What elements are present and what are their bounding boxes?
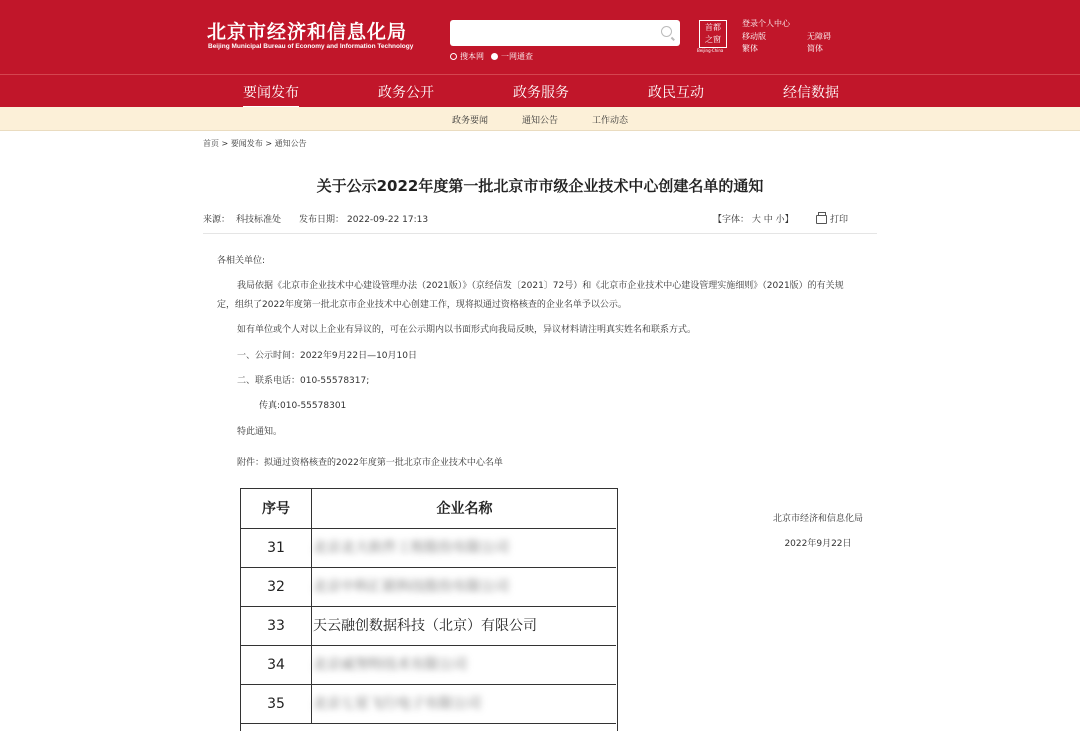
table-row xyxy=(241,568,616,607)
site-logo-title[interactable]: 北京市经济和信息化局 xyxy=(207,21,408,43)
nav-item-news[interactable]: 要闻发布 xyxy=(243,82,299,108)
page-title: 关于公示2022年度第一批北京市市级企业技术中心创建名单的通知 xyxy=(316,177,764,195)
signature-date: 2022年9月22日 xyxy=(784,539,852,549)
radio-unselected-icon[interactable] xyxy=(450,53,457,60)
nav-item-gov-services[interactable]: 政务服务 xyxy=(513,85,569,101)
nav-item-interaction[interactable]: 政民互动 xyxy=(648,85,704,101)
nav-item-data[interactable]: 经信数据 xyxy=(783,85,839,101)
simplified-chinese-link[interactable]: 简体 xyxy=(807,44,823,53)
row-serial: 31 xyxy=(241,529,312,567)
scope-option-all[interactable]: 一网通查 xyxy=(491,51,533,62)
table-row xyxy=(241,607,616,646)
paragraph-basis-line1: 我局依据《北京市企业技术中心建设管理办法（2021版）》（京经信发〔2021〕72号）和《北京市企业技术中心建设管理实施细则》（2021版）的有关规 xyxy=(237,281,844,291)
table-row xyxy=(241,685,616,724)
publicity-period: 一、公示时间：2022年9月22日—10月10日 xyxy=(237,351,417,361)
breadcrumb[interactable]: 首页 > 要闻发布 > 通知公告 xyxy=(203,139,307,148)
row-company-name: 天云融创数据科技（北京）有限公司 xyxy=(313,618,537,634)
search-icon[interactable] xyxy=(661,26,672,37)
table-row xyxy=(241,646,616,685)
row-serial: 34 xyxy=(241,646,312,684)
login-link[interactable]: 登录个人中心 xyxy=(742,19,790,28)
paragraph-objection: 如有单位或个人对以上企业有异议的，可在公示期内以书面形式向我局反映，异议材料请注明真实姓名和联系方式。 xyxy=(237,325,697,335)
contact-fax: 传真:010-55578301 xyxy=(259,401,347,411)
capital-window-logo[interactable]: 首都之窗 xyxy=(699,20,727,48)
printer-icon xyxy=(816,215,827,224)
header-serial: 序号 xyxy=(241,489,312,528)
nav-item-gov-affairs[interactable]: 政务公开 xyxy=(378,85,434,101)
accessibility-link[interactable]: 无障碍 xyxy=(807,32,831,41)
article-date: 发布日期： 2022-09-22 17:13 xyxy=(299,215,429,225)
article-source: 来源： 科技标准处 xyxy=(203,215,282,225)
paragraph-basis-line2: 定，组织了2022年度第一批北京市企业技术中心创建工作，现将拟通过资格核查的企业名单予以公示。 xyxy=(217,300,627,310)
main-nav xyxy=(0,74,1080,107)
row-serial: 32 xyxy=(241,568,312,606)
subnav-item-notices[interactable]: 通知公告 xyxy=(522,116,559,126)
print-button[interactable]: 打印 xyxy=(816,212,848,225)
row-company-name: 北京北大软件工程股份有限公司 xyxy=(313,540,509,556)
table-header-row xyxy=(241,489,616,529)
signature-org: 北京市经济和信息化局 xyxy=(772,514,863,524)
capital-window-caption: Beijing·China xyxy=(697,48,724,53)
site-logo-subtitle: Beijing Municipal Bureau of Economy and Information Technology xyxy=(208,43,414,50)
row-company-name: 北京七星飞行电子有限公司 xyxy=(313,696,481,712)
traditional-chinese-link[interactable]: 繁体 xyxy=(742,44,758,53)
font-size-control[interactable]: 【字体： 大 中 小】 xyxy=(713,215,794,225)
row-serial: 33 xyxy=(241,607,312,645)
sub-nav xyxy=(0,107,1080,131)
site-header xyxy=(0,0,1080,74)
row-serial: 35 xyxy=(241,685,312,723)
subnav-item-work-updates[interactable]: 工作动态 xyxy=(592,116,629,126)
contact-phone: 二、联系电话：010-55578317; xyxy=(237,376,370,386)
scope-option-site[interactable]: 搜本网 xyxy=(450,51,484,62)
row-company-name: 北京威努特技术有限公司 xyxy=(313,657,467,673)
closing: 特此通知。 xyxy=(237,427,283,437)
table-row xyxy=(241,529,616,568)
radio-selected-icon[interactable] xyxy=(491,53,498,60)
row-company-name: 北京中科汇联科技股份有限公司 xyxy=(313,579,509,595)
attachment-link[interactable]: 附件：拟通过资格核查的2022年度第一批北京市企业技术中心名单 xyxy=(237,458,503,468)
search-input[interactable] xyxy=(450,20,680,46)
divider xyxy=(203,233,877,234)
company-list-table xyxy=(240,488,618,731)
mobile-version-link[interactable]: 移动版 xyxy=(742,32,766,41)
header-company-name: 企业名称 xyxy=(436,501,493,517)
salutation: 各相关单位: xyxy=(217,256,266,266)
subnav-item-gov-news[interactable]: 政务要闻 xyxy=(452,116,489,126)
